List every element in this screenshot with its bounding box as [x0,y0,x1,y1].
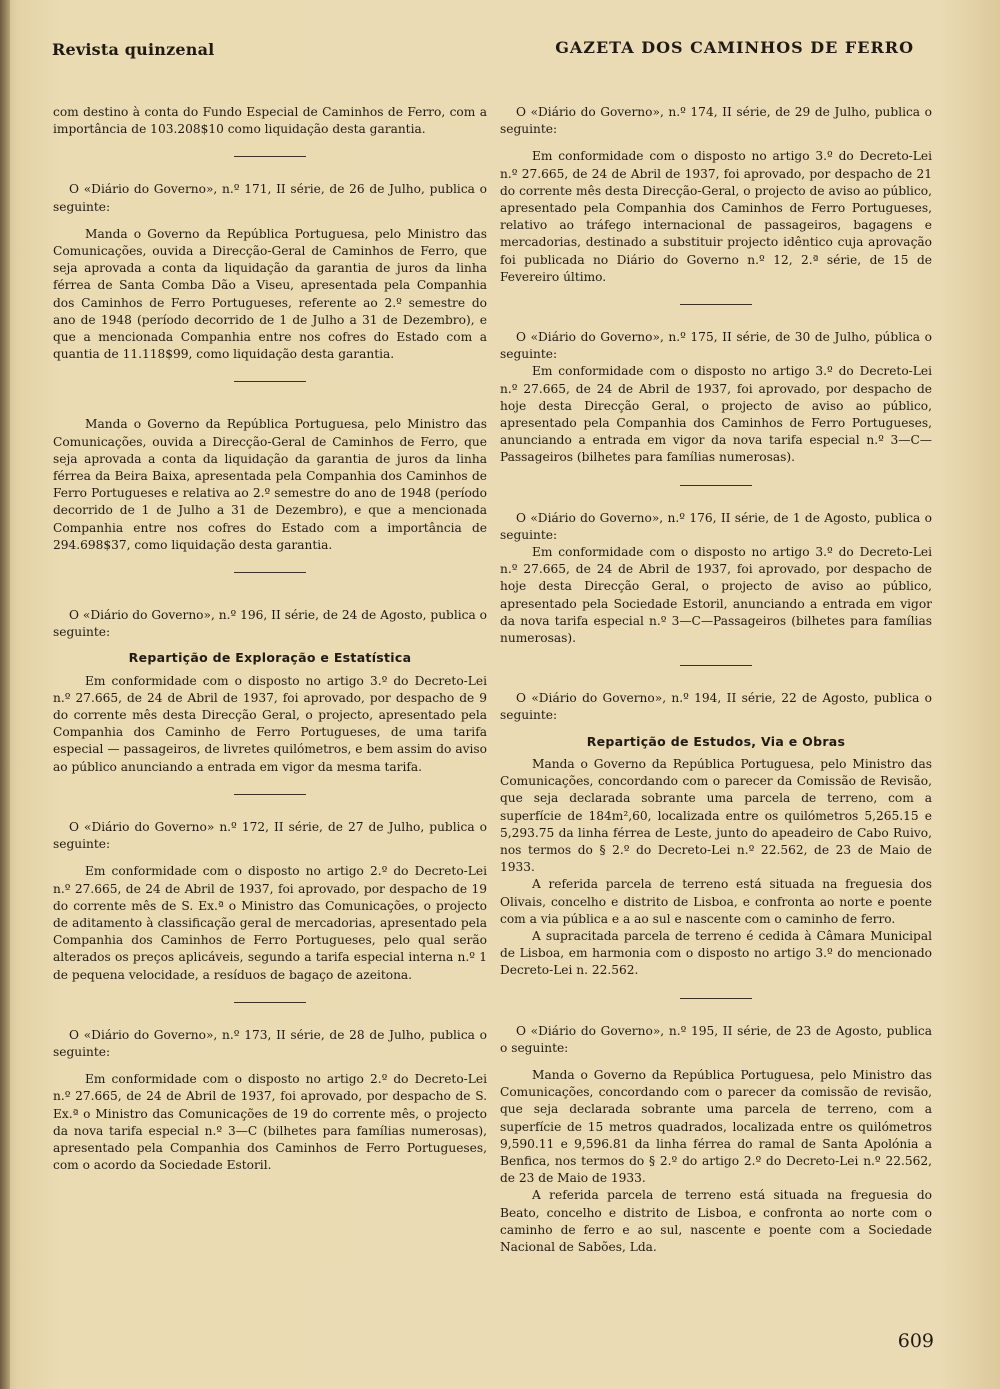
notice-body: Manda o Governo da República Portuguesa, pelo Ministro das Comunicações, ouvida a Direcção-Geral de Caminhos de Ferro, que seja aprovada a conta da liquidação da garantia de juros da linha férrea da Beira Baixa, apresentada pela Companhia dos Caminhos de Ferro Portugueses e relativa ao 2.º semestre do ano de 1948 (período decorrido de 1 de Julho a 31 de Dezembro), e que a mencionada Companhia entre nos cofres do Estado com a importância de 294.698$37, como liquidação desta garantia. [53,417,487,552]
notice-body: Manda o Governo da República Portuguesa, pelo Ministro das Comunicações, concordando com o parecer da Comissão de Revisão, que seja declarada sobrante uma parcela de terreno, com a superfície de 184m²,60, localizada entre os quilómetros 5,265.15 e 5,293.75 da linha férrea de Leste, junto do apeadeiro de Cabo Ruivo, nos termos do § 2.º do Decreto-Lei n.º 22.562, de 23 de Maio de 1933. [500,756,932,875]
separator-rule [234,381,306,382]
binding-spine [0,0,10,1389]
notice-intro: O «Diário do Governo», n.º 176, II série, de 1 de Agosto, publica o seguinte: [500,510,932,542]
running-header-right: GAZETA DOS CAMINHOS DE FERRO [555,38,914,57]
separator-rule [234,1002,306,1003]
paragraph-continuation: com destino à conta do Fundo Especial de Caminhos de Ferro, com a importância de 103.208$10 como liquidação desta garantia. [53,105,487,137]
notice-body: A supracitada parcela de terreno é cedida à Câmara Municipal de Lisboa, em harmonia com o disposto no artigo 3.º do mencionado Decreto-Lei n. 22.562. [500,928,932,978]
notice-body: Em conformidade com o disposto no artigo 3.º do Decreto-Lei n.º 27.665, de 24 de Abril de 1937, foi aprovado, por despacho de 9 do corrente mês desta Direcção Geral, o projecto, apresentado pela Companhia dos Caminho de Ferro Portugueses, de uma tarifa especial — passageiros, de livretes quilómetros, e bem assim do aviso ao público anunciando a entrada em vigor da mesma tarifa. [53,673,487,774]
section-heading: Repartição de Estudos, Via e Obras [586,733,846,749]
separator-rule [680,998,752,999]
section-heading: Repartição de Exploração e Estatística [128,650,412,666]
running-header-left: Revista quinzenal [52,40,215,59]
notice-intro: O «Diário do Governo», n.º 171, II série, de 26 de Julho, publica o seguinte: [53,182,487,214]
notice-body: Em conformidade com o disposto no artigo 3.º do Decreto-Lei n.º 27.665, de 24 de Abril de 1937, foi aprovado, por despacho de hoje desta Direcção Geral, o projecto de aviso ao público, apresentado pela Companhia dos Caminhos de Ferro Portugueses, anunciando a entrada em vigor da nova tarifa especial n.º 3—C—Passageiros (bilhetes para famílias numerosas). [500,364,932,465]
separator-rule [680,304,752,305]
notice-body: Manda o Governo da República Portuguesa, pelo Ministro das Comunicações, concordando com o parecer da comissão de revisão, que seja declarada sobrante uma parcela de terreno, com a superfície de 15 metros quadrados, localizada entre os quilómetros 9,590.11 e 9,596.81 da linha férrea do ramal de Santa Apolónia a Benfica, nos termos do § 2.º do artigo 2.º do Decreto-Lei n.º 22.562, de 23 de Maio de 1933. [500,1067,932,1186]
notice-body: Em conformidade com o disposto no artigo 2.º do Decreto-Lei n.º 27.665, de 24 de Abril de 1937, foi aprovado, por despacho de 19 do corrente mês de S. Ex.ª o Ministro das Comunicações, o projecto de aditamento à classificação geral de mercadorias, apresentado pela Companhia dos Caminhos de Ferro Portugueses, pelo qual serão alterados os preços aplicáveis, segundo a tarifa especial interna n.º 1 de pequena velocidade, a resíduos de bagaço de azeitona. [53,864,487,982]
notice-intro: O «Diário do Governo», n.º 173, II série, de 28 de Julho, publica o seguinte: [53,1027,487,1059]
separator-rule [680,665,752,666]
notice-body: Em conformidade com o disposto no artigo 3.º do Decreto-Lei n.º 27.665, de 24 de Abril de 1937, foi aprovado, por despacho de 21 do corrente mês desta Direcção-Geral, o projecto de aviso ao público, apresentado pela Companhia dos Caminhos de Ferro Portugueses, relativo ao tráfego internacional de passageiros, bagagens e mercadorias, destinado a substituir projecto idêntico cuja aprovação foi publicada no Diário do Governo n.º 12, 2.ª série, de 15 de Fevereiro último. [500,149,932,284]
notice-body: Em conformidade com o disposto no artigo 3.º do Decreto-Lei n.º 27.665, de 24 de Abril de 1937, foi aprovado, por despacho de hoje desta Direcção Geral, o projecto de aviso ao público, apresentado pela Sociedade Estoril, anunciando a entrada em vigor da nova tarifa especial n.º 3—C—Passageiros (bilhetes para famílias numerosas). [500,545,932,646]
notice-intro: O «Diário do Governo», n.º 194, II série, 22 de Agosto, publica o seguinte: [500,691,932,723]
separator-rule [234,156,306,157]
notice-intro: O «Diário do Governo», n.º 196, II série, de 24 de Agosto, publica o seguinte: [53,608,487,640]
separator-rule [234,794,306,795]
notice-body: A referida parcela de terreno está situada na freguesia dos Olivais, concelho e distrito de Lisboa, e confronta ao norte e poente com a via pública e a ao sul e nascente com o caminho de ferro. [500,877,932,926]
notice-intro: O «Diário do Governo», n.º 174, II série, de 29 de Julho, publica o seguinte: [500,105,932,137]
notice-body: A referida parcela de terreno está situada na freguesia do Beato, concelho e distrito de Lisboa, e confronta ao norte com o caminho de ferro e ao sul, nascente e poente com a Sociedade Nacional de Sabões, Lda. [500,1188,932,1254]
page-number: 609 [897,1330,934,1352]
separator-rule [234,572,306,573]
separator-rule [680,485,752,486]
notice-body: Em conformidade com o disposto no artigo 2.º do Decreto-Lei n.º 27.665, de 24 de Abril de 1937, foi aprovado, por despacho de S. Ex.ª o Ministro das Comunicações de 19 do corrente mês, o projecto da nova tarifa especial n.º 3—C (bilhetes para famílias numerosas), apresentado pela Companhia dos Caminhos de Ferro Portugueses, com o acordo da Sociedade Estoril. [53,1072,487,1173]
notice-intro: O «Diário do Governo», n.º 195, II série, de 23 de Agosto, publica o seguinte: [500,1023,932,1055]
notice-intro: O «Diário do Governo» n.º 172, II série, de 27 de Julho, publica o seguinte: [53,819,487,852]
left-column [53,104,487,1174]
right-column [500,104,932,1256]
notice-intro: O «Diário do Governo», n.º 175, II série, de 30 de Julho, pública o seguinte: [500,330,932,362]
notice-body: Manda o Governo da República Portuguesa, pelo Ministro das Comunicações, ouvida a Direcção-Geral de Caminhos de Ferro, que seja aprovada a conta da liquidação da garantia de juros da linha férrea de Santa Comba Dão a Viseu, apresentada pela Companhia dos Caminhos de Ferro Portugueses, referente ao 2.º semestre do ano de 1948 (período decorrido de 1 de Julho a 31 de Dezembro), e que a mencionada Companhia entre nos cofres do Estado com a quantia de 11.118$99, como liquidação desta garantia. [53,226,487,362]
